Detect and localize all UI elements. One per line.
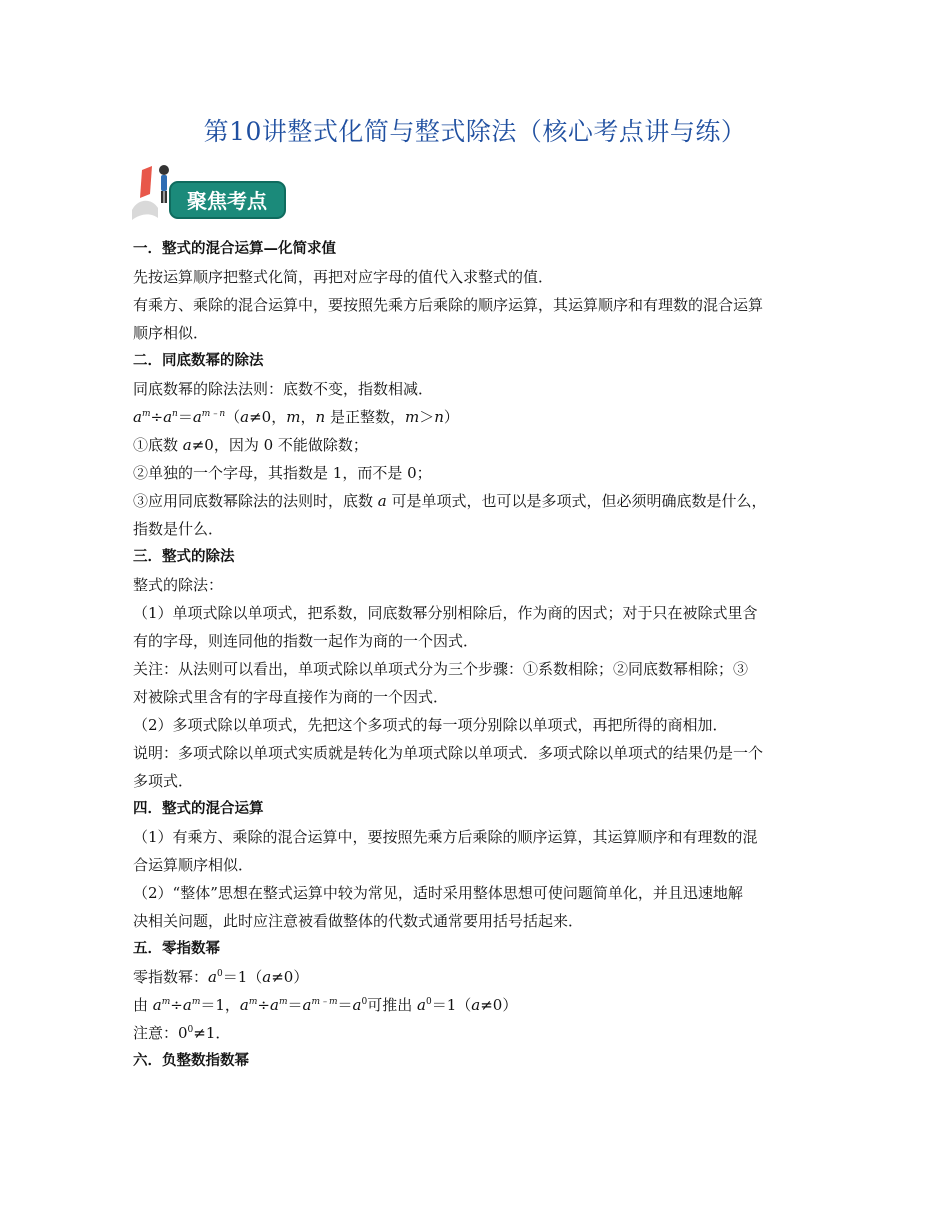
paragraph: 整式的除法： [133,576,224,594]
paragraph: （1）有乘方、乘除的混合运算中，要按照先乘方后乘除的顺序运算，其运算顺序和有理数的混 [133,828,758,846]
paragraph: 先按运算顺序把整式化简，再把对应字母的值代入求整式的值． [133,268,554,286]
paragraph: 顺序相似． [133,324,209,342]
paragraph: 对被除式里含有的字母直接作为商的一个因式． [133,688,449,706]
focus-points-badge [128,158,288,224]
paragraph: （1）单项式除以单项式，把系数，同底数幂分别相除后，作为商的因式；对于只在被除式里含 [133,604,758,622]
paragraph: （2）“整体”思想在整式运算中较为常见，适时采用整体思想可使问题简单化，并且迅速地解 [133,884,743,902]
paragraph: 关注：从法则可以看出，单项式除以单项式分为三个步骤：①系数相除；②同底数幂相除；③ [133,660,749,678]
paragraph: 指数是什么． [133,520,224,538]
page-title: 第10讲整式化简与整式除法（核心考点讲与练） [203,117,747,146]
zero-exponent-formula: 零指数幂：$a^0=1(a\ne 0)$ [133,968,309,986]
flag-icon [140,166,152,198]
paragraph: 决相关问题，此时应注意被看做整体的代数式通常要用括号括起来． [133,912,584,930]
section-heading-4: 四．整式的混合运算 [133,801,264,817]
paragraph: （2）多项式除以单项式，先把这个多项式的每一项分别除以单项式，再把所得的商相加． [133,716,728,734]
ribbon-curl-icon [132,201,158,220]
note-item-2: ②单独的一个字母，其指数是 1，而不是 0； [133,464,432,482]
section-heading-1: 一．整式的混合运算—化简求值 [133,241,336,257]
zero-exponent-note: 注意：$0^0\ne 1$． [133,1024,231,1042]
note-item-1: ①底数 a≠0，因为 0 不能做除数； [133,436,368,454]
section-heading-2: 二．同底数幂的除法 [133,353,264,369]
section-heading-6: 六．负整数指数幂 [133,1053,249,1069]
paragraph: 有的字母，则连同他的指数一起作为商的一个因式． [133,632,479,650]
paragraph: 合运算顺序相似． [133,856,254,874]
zero-exponent-derivation: 由 $a^m\div a^m=1$，$a^m\div a^m=a^{m﹣m}=a^0$可推出 $a^0=1(a\ne 0)$ [133,996,518,1014]
badge-label: 聚焦考点 [187,189,267,213]
paragraph: 说明：多项式除以单项式实质就是转化为单项式除以单项式．多项式除以单项式的结果仍是一个 [133,744,764,762]
section-heading-5: 五．零指数幂 [133,941,220,957]
paragraph: 有乘方、乘除的混合运算中，要按照先乘方后乘除的顺序运算，其运算顺序和有理数的混合运算 [133,296,764,314]
section-heading-3: 三．整式的除法 [133,549,235,565]
paragraph: 同底数幂的除法法则：底数不变，指数相减． [133,380,434,398]
division-formula: $a^m\div a^n=a^{m﹣n}(a\ne 0$，m，n 是正整数，m＞n） [133,408,459,426]
note-item-3: ③应用同底数幂除法的法则时，底数 a 可是单项式，也可以是多项式，但必须明确底数是什么， [133,492,767,510]
content-body [133,235,821,1075]
person-icon [159,165,169,175]
paragraph: 多项式． [133,772,194,790]
